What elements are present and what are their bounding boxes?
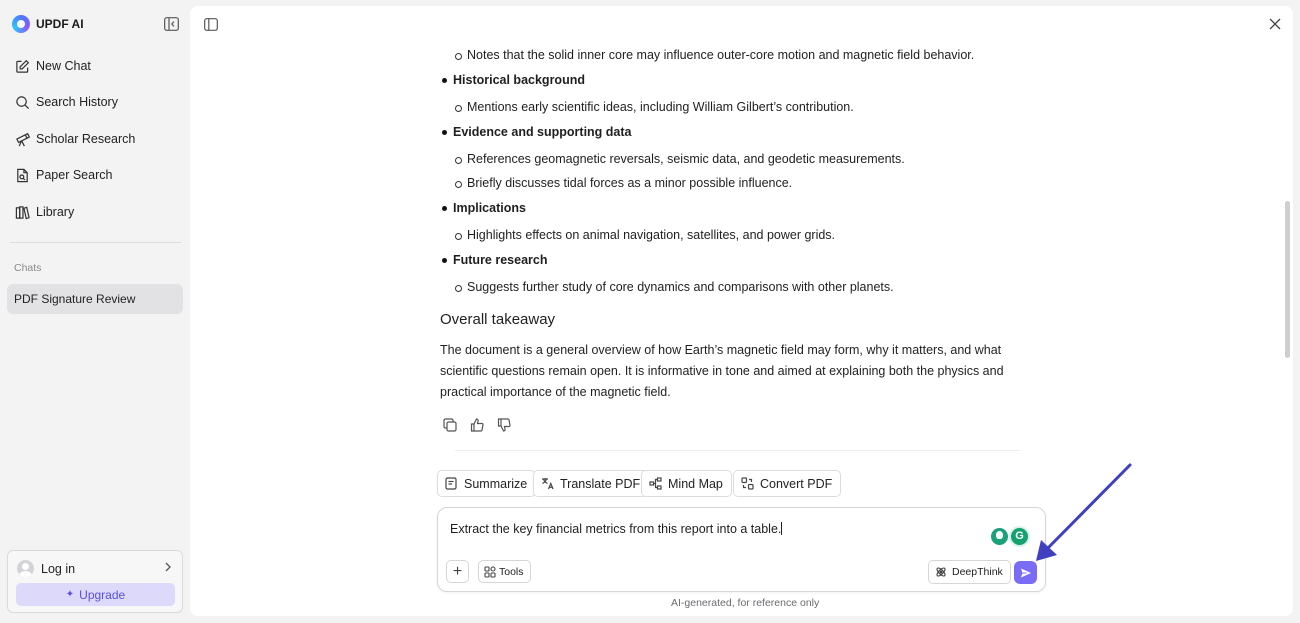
response-actions [443,418,524,432]
thumbs-down-icon[interactable] [497,418,511,432]
section-heading: Overall takeaway [440,311,556,328]
extension-icons [991,528,1028,545]
copy-icon[interactable] [443,418,457,432]
sub-bullet: Notes that the solid inner core may influence outer-core motion and magnetic field behavior. [467,48,975,62]
close-icon[interactable] [1269,18,1281,30]
updf-logo-icon [12,15,30,33]
login-label: Log in [41,561,76,576]
telescope-icon [15,132,30,147]
tools-button[interactable] [478,560,531,583]
sub-bullet: Briefly discusses tidal forces as a minor possible influence. [467,176,793,190]
bullet-heading: Evidence and supporting data [453,125,632,139]
mind-map-button[interactable] [641,470,732,497]
send-button[interactable] [1014,561,1037,584]
bullet-heading: Implications [453,201,526,215]
plus-icon: + [452,562,463,580]
account-panel [7,550,183,613]
chevron-right-icon[interactable] [164,562,172,572]
upgrade-label: Upgrade [79,587,126,602]
scrollbar-thumb[interactable] [1285,201,1290,358]
atom-icon [935,566,947,578]
send-icon [1020,567,1032,579]
sidebar-item-new-chat[interactable] [15,56,91,76]
sidebar-item-label: New Chat [36,59,91,73]
sidebar-item-paper-search[interactable] [15,165,112,185]
mind-map-icon [649,477,662,490]
convert-pdf-label: Convert PDF [760,476,833,491]
deepthink-label: DeepThink [952,566,1003,578]
bullet-heading: Historical background [453,73,585,87]
deepthink-button[interactable] [928,560,1011,584]
sub-bullet: Suggests further study of core dynamics and comparisons with other planets. [467,280,894,294]
edit-icon [15,59,30,74]
convert-icon [741,477,754,490]
collapse-sidebar-icon[interactable] [164,17,179,31]
mind-map-label: Mind Map [668,476,723,491]
summary-paragraph: The document is a general overview of how Earth’s magnetic field may form, why it matters, and what scientific questions remain open. It is informative in tone and aimed at explaining both the physics and practical importance of the magnetic field. [440,343,1004,399]
sparkle-icon: ✦ [65,589,75,600]
summarize-label: Summarize [464,476,528,491]
sub-bullet: References geomagnetic reversals, seismic data, and geodetic measurements. [467,152,905,166]
library-icon [15,205,30,220]
translate-pdf-button[interactable] [533,470,649,497]
bullet-heading: Future research [453,253,548,267]
grammarly-icon[interactable]: G [1011,528,1028,545]
search-icon [15,95,30,110]
chats-section-label: Chats [14,262,42,274]
brand [12,15,84,33]
upgrade-button[interactable] [16,583,175,606]
add-attachment-button[interactable] [446,560,469,583]
sidebar-item-library[interactable] [15,202,74,222]
login-button[interactable] [17,560,75,577]
main-panel [190,6,1293,616]
sidebar-item-scholar-research[interactable] [15,129,135,149]
lightbulb-extension-icon[interactable] [991,528,1008,545]
translate-icon [541,477,554,490]
sidebar [0,0,190,623]
chat-composer [437,507,1046,592]
tools-label: Tools [499,565,524,578]
sub-bullet: Highlights effects on animal navigation, satellites, and power grids. [467,228,836,242]
message-divider [455,450,1020,451]
chat-item-pdf-signature-review[interactable]: PDF Signature Review [7,284,183,314]
avatar [17,560,34,577]
sub-bullet: Mentions early scientific ideas, including William Gilbert’s contribution. [467,100,854,114]
summarize-icon [445,477,458,490]
translate-pdf-label: Translate PDF [560,476,641,491]
paper-search-icon [15,168,30,183]
convert-pdf-button[interactable] [733,470,841,497]
toggle-panel-icon[interactable] [204,18,218,31]
sidebar-item-label: Paper Search [36,168,113,182]
sidebar-item-label: Search History [36,95,118,109]
sidebar-item-search-history[interactable] [15,92,118,112]
ai-disclaimer: AI-generated, for reference only [671,597,820,609]
thumbs-up-icon[interactable] [470,418,484,432]
message-input[interactable]: Extract the key financial metrics from this report into a table. [450,522,782,536]
sidebar-item-label: Scholar Research [36,132,136,146]
brand-name: UPDF AI [36,17,84,31]
sidebar-item-label: Library [36,205,75,219]
summarize-button[interactable] [437,470,536,497]
tools-icon [484,566,496,578]
sidebar-divider [10,242,181,243]
